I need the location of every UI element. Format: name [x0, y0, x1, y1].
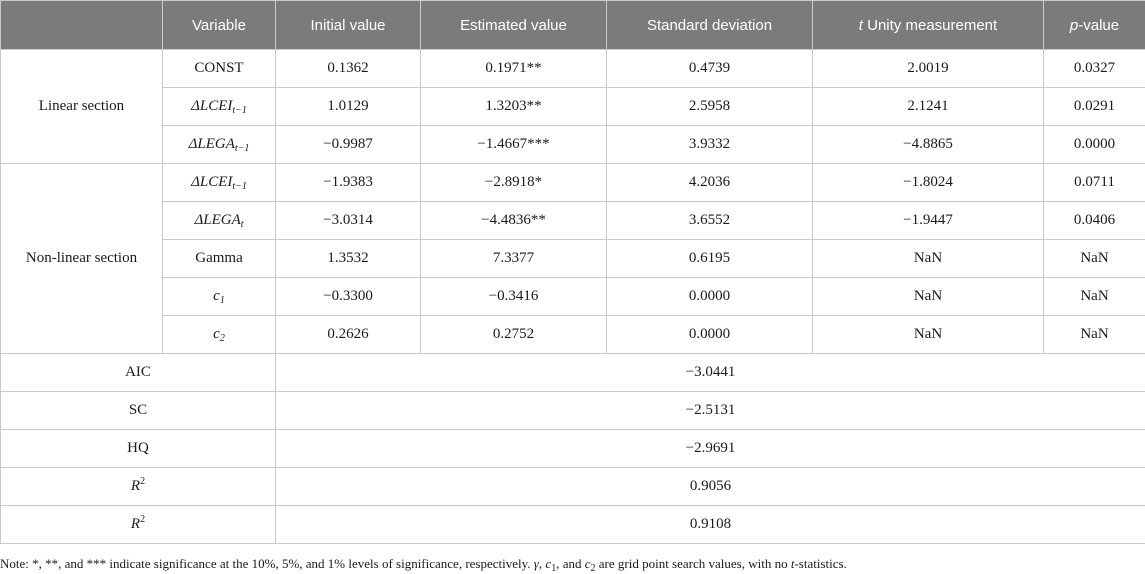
variable-base: HQ [127, 440, 149, 456]
cell-std: 0.6195 [607, 240, 813, 278]
criteria-row [1, 506, 1145, 544]
variable-base: ΔLCEI [191, 98, 233, 114]
cell-p: 0.0327 [1044, 50, 1145, 88]
variable-base: ΔLEGA [194, 212, 241, 228]
cell-t: NaN [813, 316, 1044, 354]
variable-base: ΔLEGA [188, 136, 235, 152]
criteria-value: 0.9056 [276, 468, 1145, 506]
variable-subscript: t−1 [232, 181, 247, 192]
note-gamma: γ [533, 556, 539, 571]
cell-p: 0.0291 [1044, 88, 1145, 126]
header-p-value [1044, 1, 1145, 50]
section-label-linear: Linear section [1, 50, 163, 164]
cell-std: 4.2036 [607, 164, 813, 202]
header-standard-deviation: Standard deviation [607, 1, 813, 50]
cell-p: NaN [1044, 278, 1145, 316]
cell-initial: 1.0129 [276, 88, 421, 126]
cell-estimated: 0.1971** [421, 50, 607, 88]
table-row [1, 164, 1145, 202]
variable-cell [163, 202, 276, 240]
cell-std: 0.4739 [607, 50, 813, 88]
criteria-value: −2.5131 [276, 392, 1145, 430]
criteria-row [1, 354, 1145, 392]
criteria-label-cell [1, 354, 276, 392]
cell-initial: −3.0314 [276, 202, 421, 240]
note-t-italic: t [790, 556, 795, 571]
table-body [1, 50, 1145, 544]
cell-initial: −0.3300 [276, 278, 421, 316]
table-row [1, 240, 1145, 278]
cell-std: 3.9332 [607, 126, 813, 164]
variable-base: AIC [125, 364, 151, 380]
cell-p: 0.0000 [1044, 126, 1145, 164]
table-row [1, 88, 1145, 126]
variable-subscript: t−1 [234, 143, 250, 154]
cell-t: 2.0019 [813, 50, 1044, 88]
cell-p: 0.0711 [1044, 164, 1145, 202]
variable-subscript: 2 [219, 333, 225, 344]
header-estimated-value: Estimated value [421, 1, 607, 50]
note-c1-sub: 1 [551, 563, 557, 574]
cell-initial: 1.3532 [276, 240, 421, 278]
criteria-value: −2.9691 [276, 430, 1145, 468]
cell-p: 0.0406 [1044, 202, 1145, 240]
criteria-label-cell [1, 392, 276, 430]
cell-std: 0.0000 [607, 316, 813, 354]
variable-cell [163, 126, 276, 164]
note-part-2: , [538, 556, 546, 571]
criteria-row [1, 430, 1145, 468]
criteria-label-cell [1, 468, 276, 506]
variable-base: R [130, 516, 141, 532]
header-p-italic: p [1069, 16, 1079, 34]
variable-cell [163, 164, 276, 202]
cell-std: 0.0000 [607, 278, 813, 316]
criteria-row [1, 392, 1145, 430]
cell-estimated: −1.4667*** [421, 126, 607, 164]
cell-initial: −1.9383 [276, 164, 421, 202]
cell-estimated: 1.3203** [421, 88, 607, 126]
variable-base: Gamma [195, 250, 243, 266]
variable-base: c [213, 288, 220, 304]
cell-t: −4.8865 [813, 126, 1044, 164]
table-row [1, 50, 1145, 88]
cell-estimated: −0.3416 [421, 278, 607, 316]
header-variable: Variable [163, 1, 276, 50]
cell-p: NaN [1044, 240, 1145, 278]
variable-cell [163, 278, 276, 316]
cell-std: 3.6552 [607, 202, 813, 240]
variable-cell [163, 88, 276, 126]
criteria-value: 0.9108 [276, 506, 1145, 544]
criteria-label-cell [1, 430, 276, 468]
variable-base: c [213, 326, 220, 342]
cell-t: −1.8024 [813, 164, 1044, 202]
variable-superscript: 2 [140, 476, 146, 487]
table-row [1, 202, 1145, 240]
variable-base: CONST [194, 60, 244, 76]
table-row [1, 316, 1145, 354]
cell-t: 2.1241 [813, 88, 1044, 126]
cell-estimated: −4.4836** [421, 202, 607, 240]
header-row [1, 1, 1145, 50]
table-row [1, 278, 1145, 316]
header-t-unity-measurement [813, 1, 1044, 50]
variable-subscript: 1 [219, 295, 225, 306]
header-blank [1, 1, 163, 50]
criteria-value: −3.0441 [276, 354, 1145, 392]
variable-base: SC [128, 402, 148, 418]
cell-t: NaN [813, 240, 1044, 278]
variable-subscript: t−1 [232, 105, 247, 116]
variable-subscript: t [240, 219, 244, 230]
header-initial-value: Initial value [276, 1, 421, 50]
table-row [1, 126, 1145, 164]
variable-base: R [130, 478, 141, 494]
note-part-4: are grid point search values, with no [595, 556, 791, 571]
cell-estimated: 7.3377 [421, 240, 607, 278]
variable-cell [163, 316, 276, 354]
cell-std: 2.5958 [607, 88, 813, 126]
criteria-row [1, 468, 1145, 506]
variable-base: ΔLCEI [191, 174, 233, 190]
note-c2-sub: 2 [590, 563, 596, 574]
variable-cell [163, 240, 276, 278]
variable-cell [163, 50, 276, 88]
criteria-label-cell [1, 506, 276, 544]
cell-t: NaN [813, 278, 1044, 316]
header-t-italic: t [858, 16, 863, 34]
header-t-rest: Unity measurement [862, 16, 998, 34]
note-part-1: Note: *, **, and *** indicate significance at the 10%, 5%, and 1% levels of significance, respectively. [0, 556, 534, 571]
variable-superscript: 2 [140, 514, 146, 525]
note-part-3: , and [556, 556, 585, 571]
note-part-5: -statistics. [794, 556, 847, 571]
cell-p: NaN [1044, 316, 1145, 354]
cell-initial: −0.9987 [276, 126, 421, 164]
header-p-rest: -value [1078, 16, 1120, 34]
cell-estimated: 0.2752 [421, 316, 607, 354]
table-note [0, 556, 1145, 572]
table-header [1, 1, 1145, 50]
cell-estimated: −2.8918* [421, 164, 607, 202]
note-c1-base: c [545, 556, 552, 571]
note-c2-base: c [584, 556, 591, 571]
cell-initial: 0.2626 [276, 316, 421, 354]
section-label-nonlinear: Non-linear section [1, 164, 163, 354]
cell-initial: 0.1362 [276, 50, 421, 88]
cell-t: −1.9447 [813, 202, 1044, 240]
